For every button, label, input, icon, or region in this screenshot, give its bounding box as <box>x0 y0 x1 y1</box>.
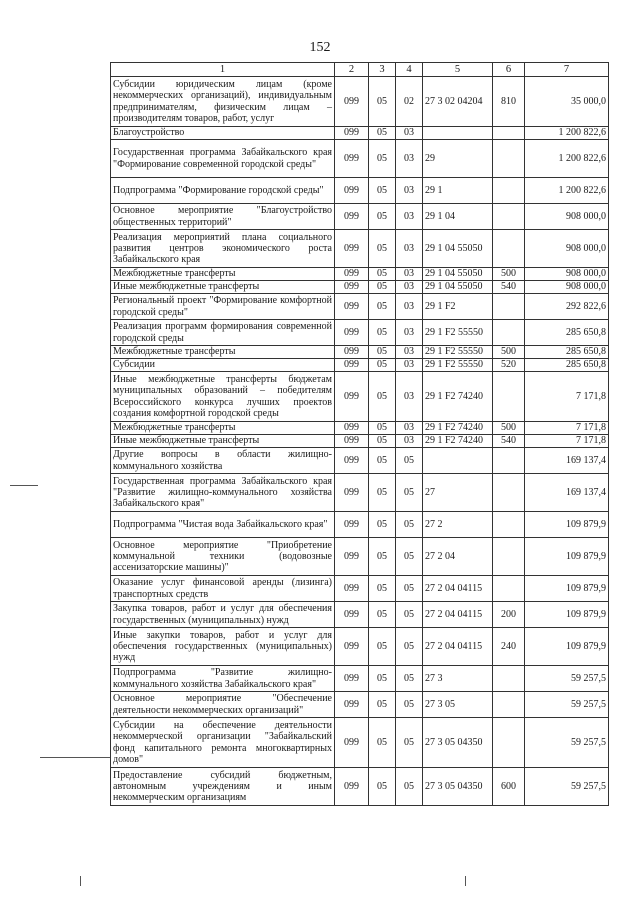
table-row <box>111 576 609 602</box>
row-col-6 <box>493 718 525 768</box>
row-col-5: 29 1 F2 74240 <box>423 435 493 448</box>
table-row <box>111 602 609 628</box>
row-col-3: 05 <box>369 512 396 538</box>
row-col-6 <box>493 320 525 346</box>
row-col-2: 099 <box>335 448 369 474</box>
row-col-4: 05 <box>396 448 423 474</box>
row-col-7: 109 879,9 <box>525 628 609 666</box>
row-col-6 <box>493 538 525 576</box>
row-col-3: 05 <box>369 372 396 422</box>
row-col-2: 099 <box>335 230 369 268</box>
row-col-5: 27 3 <box>423 666 493 692</box>
row-col-6 <box>493 666 525 692</box>
row-col-5: 29 1 04 55050 <box>423 268 493 281</box>
row-name: Реализация программ формирования современной городской среды <box>111 320 335 346</box>
row-col-5: 27 3 02 04204 <box>423 77 493 127</box>
row-col-4: 03 <box>396 435 423 448</box>
row-col-5: 27 3 05 04350 <box>423 768 493 806</box>
row-col-6 <box>493 692 525 718</box>
row-col-6: 200 <box>493 602 525 628</box>
row-col-6: 240 <box>493 628 525 666</box>
row-col-5: 29 1 F2 <box>423 294 493 320</box>
row-name: Основное мероприятие "Приобретение коммунальной техники (водовозные ассенизаторские машины)" <box>111 538 335 576</box>
row-col-2: 099 <box>335 320 369 346</box>
row-col-5: 29 <box>423 140 493 178</box>
table-row <box>111 692 609 718</box>
row-name: Межбюджетные трансферты <box>111 422 335 435</box>
row-col-6 <box>493 474 525 512</box>
row-col-6 <box>493 294 525 320</box>
row-name: Подпрограмма "Чистая вода Забайкальского края" <box>111 512 335 538</box>
row-col-2: 099 <box>335 77 369 127</box>
row-name: Межбюджетные трансферты <box>111 346 335 359</box>
header-col-2: 2 <box>335 63 369 77</box>
table-row <box>111 512 609 538</box>
row-name: Другие вопросы в области жилищно-коммунального хозяйства <box>111 448 335 474</box>
table-row <box>111 666 609 692</box>
row-col-7: 169 137,4 <box>525 474 609 512</box>
row-col-7: 908 000,0 <box>525 204 609 230</box>
row-col-7: 59 257,5 <box>525 718 609 768</box>
row-name: Подпрограмма "Формирование городской среды" <box>111 178 335 204</box>
row-col-5: 29 1 04 55050 <box>423 281 493 294</box>
row-col-3: 05 <box>369 294 396 320</box>
row-col-2: 099 <box>335 538 369 576</box>
row-col-4: 03 <box>396 127 423 140</box>
row-col-2: 099 <box>335 127 369 140</box>
scan-artifact <box>80 876 81 886</box>
table-row <box>111 372 609 422</box>
row-col-2: 099 <box>335 576 369 602</box>
table-row <box>111 538 609 576</box>
row-col-7: 285 650,8 <box>525 359 609 372</box>
row-col-7: 908 000,0 <box>525 281 609 294</box>
budget-table <box>110 62 609 806</box>
row-col-6 <box>493 576 525 602</box>
row-col-6 <box>493 448 525 474</box>
row-col-3: 05 <box>369 346 396 359</box>
row-col-7: 109 879,9 <box>525 512 609 538</box>
row-col-4: 05 <box>396 474 423 512</box>
row-name: Региональный проект "Формирование комфортной городской среды" <box>111 294 335 320</box>
row-col-5: 29 1 04 55050 <box>423 230 493 268</box>
row-col-4: 05 <box>396 768 423 806</box>
row-col-3: 05 <box>369 359 396 372</box>
row-col-4: 05 <box>396 692 423 718</box>
row-col-3: 05 <box>369 204 396 230</box>
row-col-3: 05 <box>369 230 396 268</box>
row-name: Государственная программа Забайкальского края "Развитие жилищно-коммунального хозяйства Забайкальского края" <box>111 474 335 512</box>
row-col-7: 285 650,8 <box>525 346 609 359</box>
row-col-6 <box>493 230 525 268</box>
row-col-3: 05 <box>369 281 396 294</box>
scan-artifact <box>40 757 110 758</box>
row-col-5: 29 1 04 <box>423 204 493 230</box>
row-col-7: 59 257,5 <box>525 768 609 806</box>
row-col-7: 59 257,5 <box>525 666 609 692</box>
row-col-2: 099 <box>335 435 369 448</box>
row-col-3: 05 <box>369 435 396 448</box>
page-number: 152 <box>309 40 331 55</box>
row-col-5: 29 1 F2 55550 <box>423 320 493 346</box>
row-name: Государственная программа Забайкальского края "Формирование современной городской среды" <box>111 140 335 178</box>
row-col-2: 099 <box>335 359 369 372</box>
row-col-5: 27 2 04 <box>423 538 493 576</box>
row-col-5: 29 1 <box>423 178 493 204</box>
row-col-3: 05 <box>369 628 396 666</box>
row-name: Предоставление субсидий бюджетным, автономным учреждениям и иным некоммерческим организациям <box>111 768 335 806</box>
row-col-6: 600 <box>493 768 525 806</box>
row-name: Иные межбюджетные трансферты бюджетам муниципальных образований – победителям Всероссийского конкурса лучших проектов создания комфортной городской среды <box>111 372 335 422</box>
row-col-6 <box>493 512 525 538</box>
row-col-7: 1 200 822,6 <box>525 178 609 204</box>
row-col-5: 27 2 04 04115 <box>423 576 493 602</box>
row-col-5: 29 1 F2 74240 <box>423 422 493 435</box>
row-col-5: 29 1 F2 55550 <box>423 359 493 372</box>
row-col-3: 05 <box>369 127 396 140</box>
row-name: Реализация мероприятий плана социального развития центров экономического роста Забайкальского края <box>111 230 335 268</box>
row-col-4: 03 <box>396 346 423 359</box>
row-col-4: 03 <box>396 320 423 346</box>
row-col-4: 05 <box>396 602 423 628</box>
row-col-6: 520 <box>493 359 525 372</box>
row-col-2: 099 <box>335 628 369 666</box>
table-row <box>111 320 609 346</box>
row-col-4: 05 <box>396 666 423 692</box>
table-row <box>111 435 609 448</box>
row-col-7: 7 171,8 <box>525 422 609 435</box>
row-col-3: 05 <box>369 768 396 806</box>
row-col-6 <box>493 372 525 422</box>
row-col-2: 099 <box>335 204 369 230</box>
row-col-5 <box>423 127 493 140</box>
row-col-4: 03 <box>396 281 423 294</box>
row-col-3: 05 <box>369 77 396 127</box>
row-col-2: 099 <box>335 474 369 512</box>
row-col-7: 7 171,8 <box>525 372 609 422</box>
row-col-3: 05 <box>369 718 396 768</box>
row-col-3: 05 <box>369 320 396 346</box>
row-name: Основное мероприятие "Благоустройство общественных территорий" <box>111 204 335 230</box>
row-col-7: 292 822,6 <box>525 294 609 320</box>
header-col-7: 7 <box>525 63 609 77</box>
row-col-3: 05 <box>369 178 396 204</box>
row-name: Субсидии на обеспечение деятельности некоммерческой организации "Забайкальский фонд капитального ремонта многоквартирных домов" <box>111 718 335 768</box>
row-col-2: 099 <box>335 768 369 806</box>
row-col-4: 03 <box>396 372 423 422</box>
row-col-5: 27 2 04 04115 <box>423 602 493 628</box>
row-col-7: 1 200 822,6 <box>525 140 609 178</box>
row-col-2: 099 <box>335 718 369 768</box>
row-col-3: 05 <box>369 268 396 281</box>
row-col-4: 03 <box>396 140 423 178</box>
row-col-6: 810 <box>493 77 525 127</box>
row-col-7: 285 650,8 <box>525 320 609 346</box>
row-name: Оказание услуг финансовой аренды (лизинга) транспортных средств <box>111 576 335 602</box>
table-row <box>111 268 609 281</box>
table-row <box>111 448 609 474</box>
table-row <box>111 359 609 372</box>
row-col-5: 29 1 F2 74240 <box>423 372 493 422</box>
row-col-2: 099 <box>335 346 369 359</box>
row-col-4: 03 <box>396 268 423 281</box>
header-col-4: 4 <box>396 63 423 77</box>
table-row <box>111 768 609 806</box>
table-row <box>111 140 609 178</box>
header-row <box>111 63 609 77</box>
row-col-3: 05 <box>369 422 396 435</box>
table-row <box>111 628 609 666</box>
row-col-7: 109 879,9 <box>525 602 609 628</box>
row-col-5: 27 3 05 04350 <box>423 718 493 768</box>
row-col-3: 05 <box>369 666 396 692</box>
row-col-7: 59 257,5 <box>525 692 609 718</box>
table-row <box>111 474 609 512</box>
row-col-2: 099 <box>335 294 369 320</box>
row-col-6: 540 <box>493 281 525 294</box>
row-col-2: 099 <box>335 178 369 204</box>
row-col-2: 099 <box>335 512 369 538</box>
row-col-7: 908 000,0 <box>525 230 609 268</box>
row-col-4: 03 <box>396 178 423 204</box>
header-col-5: 5 <box>423 63 493 77</box>
row-col-4: 03 <box>396 422 423 435</box>
row-name: Иные межбюджетные трансферты <box>111 281 335 294</box>
table-row <box>111 204 609 230</box>
row-col-4: 03 <box>396 359 423 372</box>
table-row <box>111 230 609 268</box>
row-name: Основное мероприятие "Обеспечение деятельности некоммерческих организаций" <box>111 692 335 718</box>
table-row <box>111 127 609 140</box>
row-col-5: 27 2 04 04115 <box>423 628 493 666</box>
row-col-6: 500 <box>493 346 525 359</box>
row-col-3: 05 <box>369 538 396 576</box>
row-col-4: 05 <box>396 576 423 602</box>
row-col-2: 099 <box>335 372 369 422</box>
row-col-4: 03 <box>396 230 423 268</box>
row-col-6 <box>493 178 525 204</box>
table-row <box>111 346 609 359</box>
row-col-7: 109 879,9 <box>525 538 609 576</box>
table-row <box>111 422 609 435</box>
scan-artifact <box>10 485 38 486</box>
row-col-4: 05 <box>396 718 423 768</box>
row-col-7: 908 000,0 <box>525 268 609 281</box>
row-col-2: 099 <box>335 666 369 692</box>
row-col-7: 35 000,0 <box>525 77 609 127</box>
row-col-3: 05 <box>369 448 396 474</box>
row-name: Иные межбюджетные трансферты <box>111 435 335 448</box>
row-name: Межбюджетные трансферты <box>111 268 335 281</box>
row-col-3: 05 <box>369 602 396 628</box>
row-col-7: 109 879,9 <box>525 576 609 602</box>
row-col-2: 099 <box>335 140 369 178</box>
row-name: Субсидии юридическим лицам (кроме некоммерческих организаций), индивидуальным предпринимателям, физическим лицам – производителям товаров, работ, услуг <box>111 77 335 127</box>
row-col-2: 099 <box>335 268 369 281</box>
row-col-6 <box>493 127 525 140</box>
row-col-5: 27 2 <box>423 512 493 538</box>
row-col-4: 03 <box>396 204 423 230</box>
row-col-4: 05 <box>396 628 423 666</box>
scan-artifact <box>465 876 466 886</box>
table-row <box>111 281 609 294</box>
row-col-2: 099 <box>335 281 369 294</box>
row-col-2: 099 <box>335 422 369 435</box>
row-col-6 <box>493 140 525 178</box>
row-col-7: 7 171,8 <box>525 435 609 448</box>
row-col-2: 099 <box>335 602 369 628</box>
row-col-4: 05 <box>396 538 423 576</box>
row-col-3: 05 <box>369 692 396 718</box>
header-col-6: 6 <box>493 63 525 77</box>
table-row <box>111 77 609 127</box>
row-col-5: 27 3 05 <box>423 692 493 718</box>
table-row <box>111 718 609 768</box>
row-col-3: 05 <box>369 576 396 602</box>
row-name: Благоустройство <box>111 127 335 140</box>
row-col-7: 169 137,4 <box>525 448 609 474</box>
row-col-7: 1 200 822,6 <box>525 127 609 140</box>
table-row <box>111 178 609 204</box>
row-name: Иные закупки товаров, работ и услуг для обеспечения государственных (муниципальных) нужд <box>111 628 335 666</box>
row-col-5: 29 1 F2 55550 <box>423 346 493 359</box>
row-col-4: 05 <box>396 512 423 538</box>
row-col-4: 02 <box>396 77 423 127</box>
row-col-6: 500 <box>493 422 525 435</box>
row-col-6: 500 <box>493 268 525 281</box>
row-name: Субсидии <box>111 359 335 372</box>
row-col-3: 05 <box>369 474 396 512</box>
row-name: Подпрограмма "Развитие жилищно-коммунального хозяйства Забайкальского края" <box>111 666 335 692</box>
row-col-6 <box>493 204 525 230</box>
table-row <box>111 294 609 320</box>
header-col-3: 3 <box>369 63 396 77</box>
row-col-5 <box>423 448 493 474</box>
row-col-3: 05 <box>369 140 396 178</box>
row-col-4: 03 <box>396 294 423 320</box>
row-col-2: 099 <box>335 692 369 718</box>
row-col-5: 27 <box>423 474 493 512</box>
header-col-1: 1 <box>111 63 335 77</box>
row-name: Закупка товаров, работ и услуг для обеспечения государственных (муниципальных) нужд <box>111 602 335 628</box>
row-col-6: 540 <box>493 435 525 448</box>
